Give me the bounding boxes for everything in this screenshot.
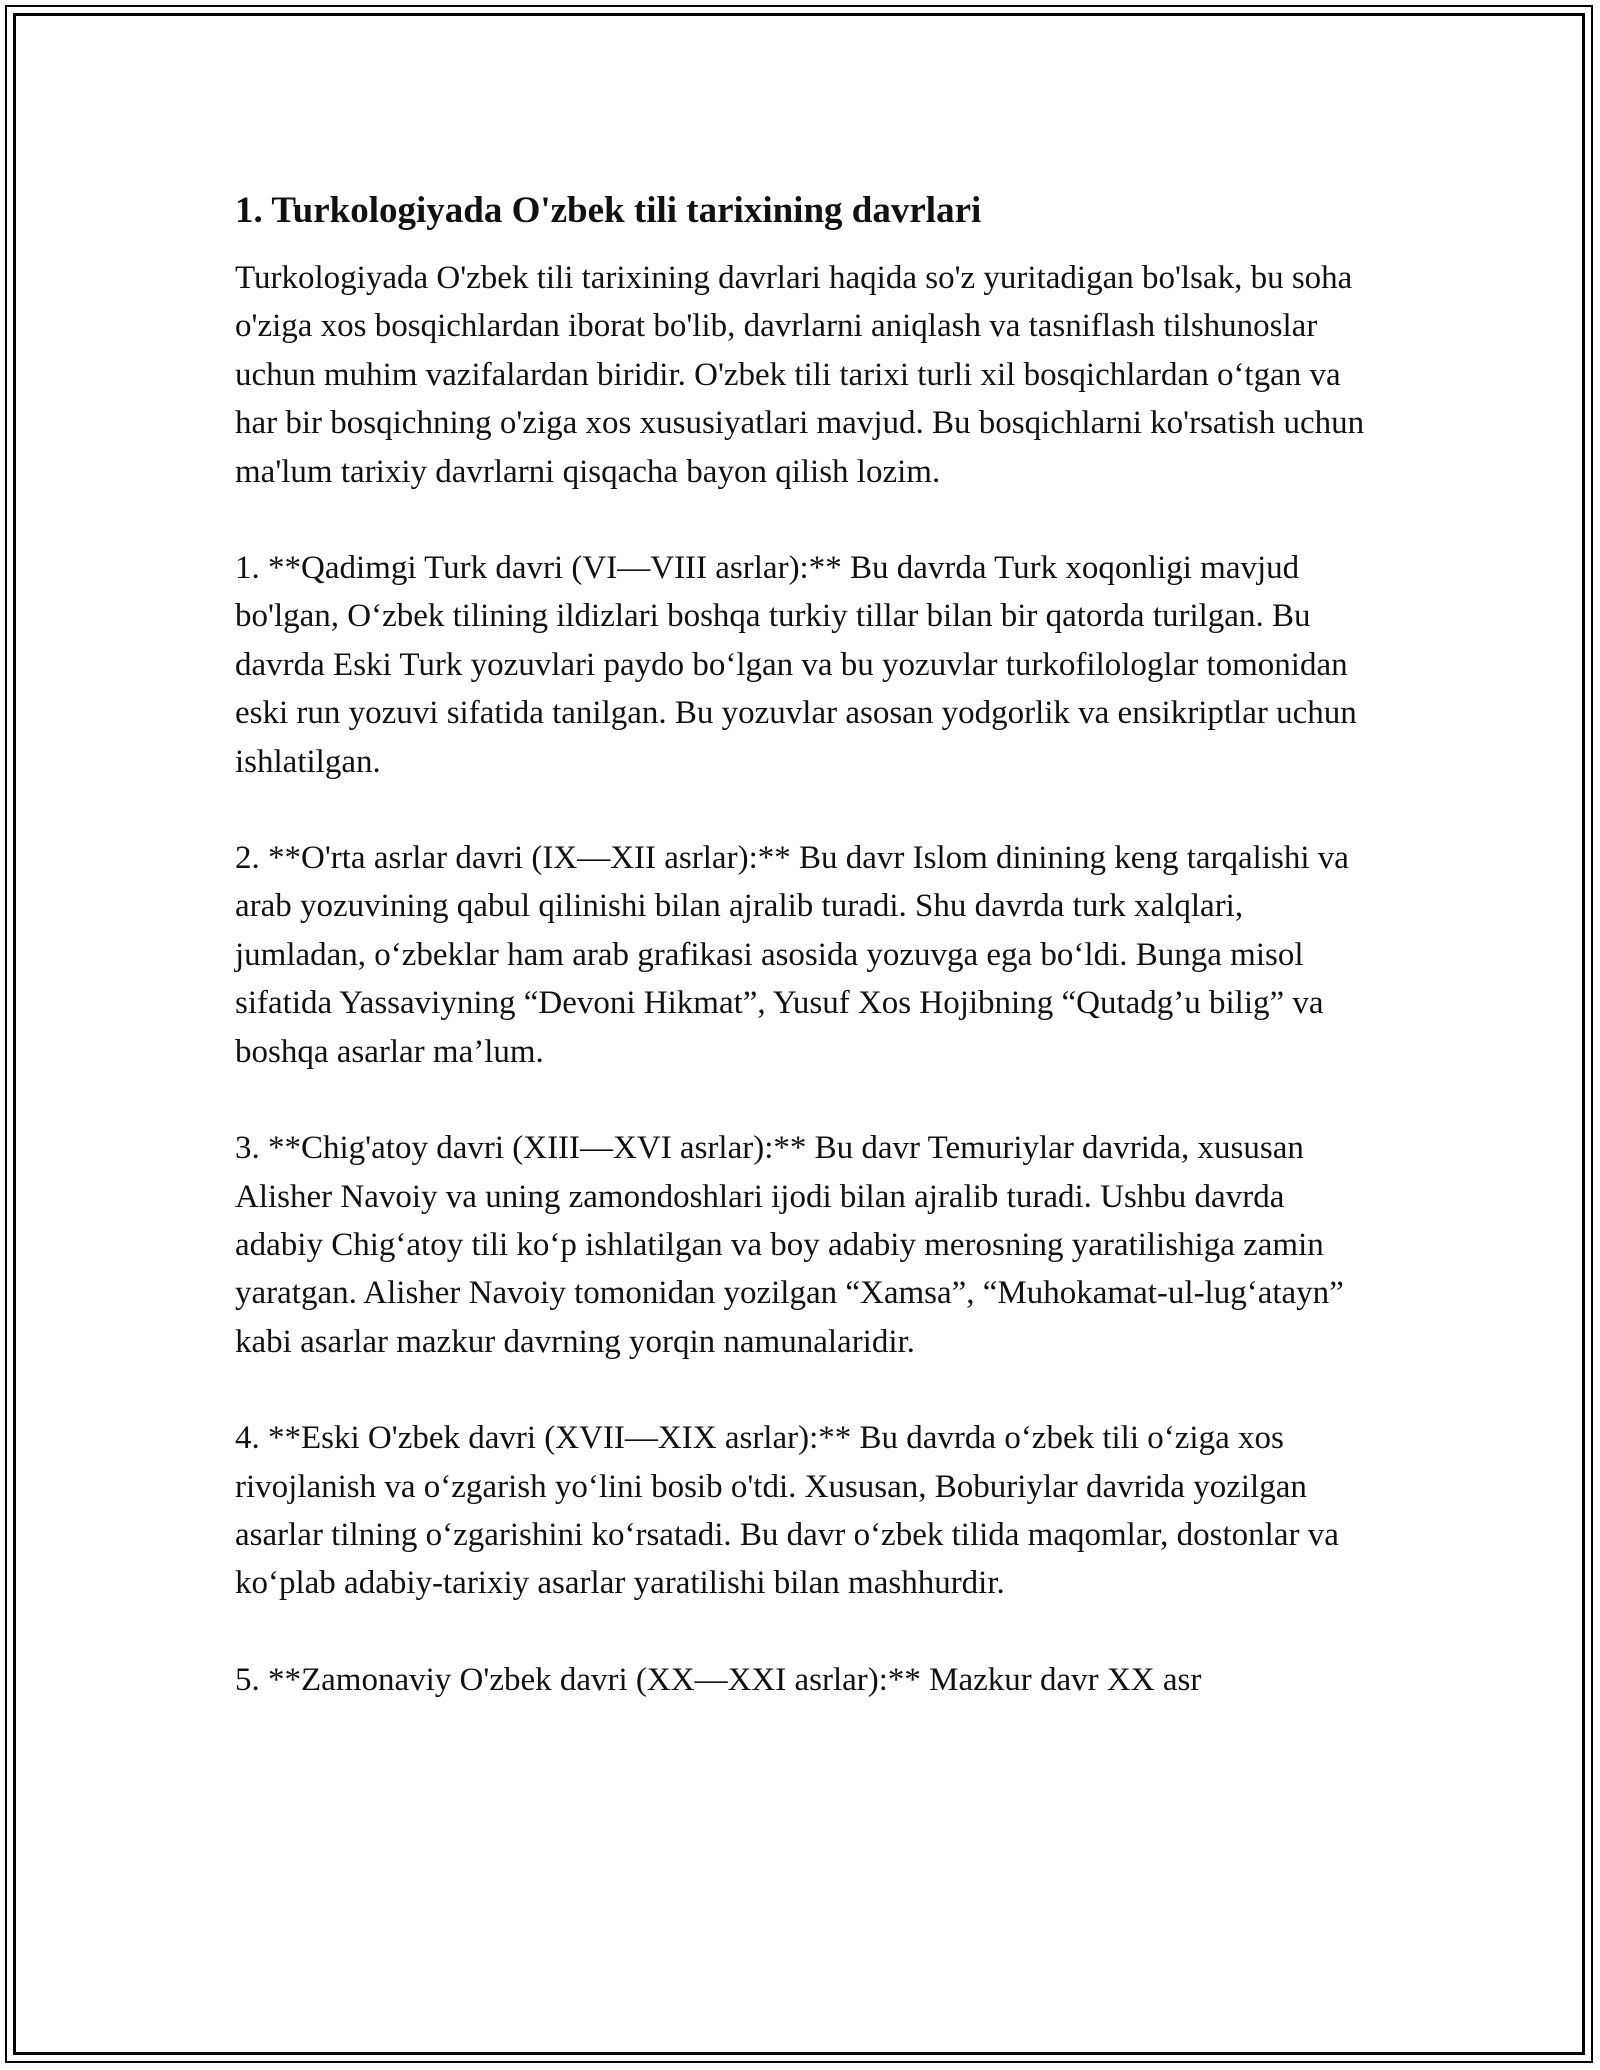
intro-paragraph: Turkologiyada O'zbek tili tarixining davrlari haqida so'z yuritadigan bo'lsak, bu soha o'ziga xos bosqichlardan iborat bo'lib, davrlarni aniqlash va tasniflash tilshunoslar uchun muhim vazifalardan biridir. O'zbek tili tarixi turli xil bosqichlardan o‘tgan va har bir bosqichning o'ziga xos xususiyatlari mavjud. Bu bosqichlarni ko'rsatish uchun ma'lum tarixiy davrlarni qisqacha bayon qilish lozim. — [235, 260, 1365, 490]
document-body — [235, 186, 1375, 1752]
period-4-paragraph: 4. **Eski O'zbek davri (XVII—XIX asrlar):** Bu davrda o‘zbek tili o‘ziga xos rivojlanish va o‘zgarish yo‘lini bosib o'tdi. Xususan, Boburiylar davrida yozilgan asarlar tilning o‘zgarishini ko‘rsatadi. Bu davr o‘zbek tilida maqomlar, dostonlar va ko‘plab adabiy-tarixiy asarlar yaratilishi bilan mashhurdir. — [235, 1420, 1339, 1602]
period-2-paragraph: 2. **O'rta asrlar davri (IX—XII asrlar):** Bu davr Islom dinining keng tarqalishi va arab yozuvining qabul qilinishi bilan ajralib turadi. Shu davrda turk xalqlari, jumladan, o‘zbeklar ham arab grafikasi asosida yozuvga ega bo‘ldi. Bunga misol sifatida Yassaviyning “Devoni Hikmat”, Yusuf Xos Hojibning “Qutadg’u bilig” va boshqa asarlar ma’lum. — [235, 840, 1349, 1070]
period-1-paragraph: 1. **Qadimgi Turk davri (VI—VIII asrlar):** Bu davrda Turk xoqonligi mavjud bo'lgan, O‘zbek tilining ildizlari boshqa turkiy tillar bilan bir qatorda turilgan. Bu davrda Eski Turk yozuvlari paydo bo‘lgan va bu yozuvlar turkofilologlar tomonidan eski run yozuvi sifatida tanilgan. Bu yozuvlar asosan yodgorlik va ensikriptlar uchun ishlatilgan. — [235, 550, 1357, 780]
period-5-paragraph: 5. **Zamonaviy O'zbek davri (XX—XXI asrlar):** Mazkur davr XX asr — [235, 1661, 1202, 1698]
period-3-paragraph: 3. **Chig'atoy davri (XIII—XVI asrlar):** Bu davr Temuriylar davrida, xususan Alisher Navoiy va uning zamondoshlari ijodi bilan ajralib turadi. Ushbu davrda adabiy Chig‘atoy tili ko‘p ishlatilgan va boy adabiy merosning yaratilishiga zamin yaratgan. Alisher Navoiy tomonidan yozilgan “Xamsa”, “Muhokamat-ul-lug‘atayn” kabi asarlar mazkur davrning yorqin namunalaridir. — [235, 1130, 1344, 1360]
section-heading: 1. Turkologiyada O'zbek tili tarixining davrlari — [235, 190, 982, 231]
